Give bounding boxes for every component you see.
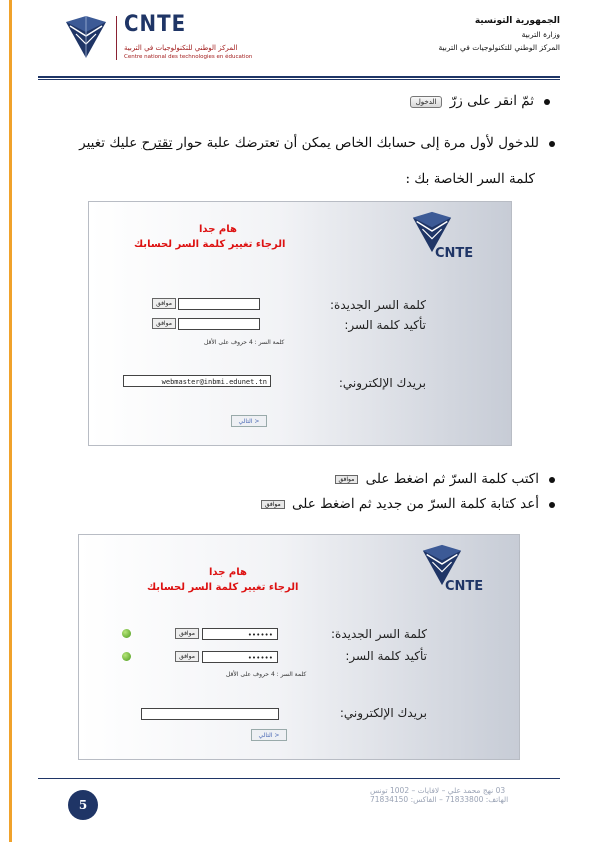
- new-password-ok-button[interactable]: موافق: [152, 298, 176, 309]
- bullet-icon: [549, 477, 555, 483]
- header-rule: [38, 76, 560, 78]
- step-2-text-b: عليك تغيير: [79, 135, 142, 151]
- confirm-password-input[interactable]: ••••••: [202, 651, 278, 663]
- step-1: [407, 93, 550, 109]
- step-2: [79, 135, 555, 151]
- logo-subtitle-fr: Centre national des technologies en éducation: [124, 54, 253, 60]
- confirm-password-input[interactable]: [178, 318, 260, 330]
- bullet-icon: [549, 502, 555, 508]
- bullet-icon: [544, 99, 550, 105]
- confirm-password-ok-button[interactable]: موافق: [175, 651, 199, 662]
- new-password-label: كلمة السر الجديدة:: [329, 298, 426, 312]
- valid-check-icon: [122, 629, 131, 638]
- dialog-brand-text: CNTE: [435, 246, 474, 261]
- email-input[interactable]: webmaster@inbmi.edunet.tn: [123, 375, 271, 387]
- dialog-brand: [409, 210, 474, 261]
- dialog-title-2: الرجاء تغيير كلمة السر لحسابك: [134, 239, 286, 250]
- cnte-diamond-icon: [62, 14, 110, 60]
- institution-line-3: المركز الوطني للتكنولوجيات في التربية: [438, 43, 560, 52]
- next-button[interactable]: التالي >: [231, 415, 267, 427]
- dialog-title-1: هام جدا: [199, 224, 237, 235]
- logo-divider: [116, 16, 117, 60]
- page-number: 5: [68, 790, 98, 820]
- step-1-text: ثمّ انقر على زرّ: [449, 93, 534, 109]
- dialog-brand-text: CNTE: [445, 579, 484, 594]
- password-hint: كلمة السر : 4 حروف على الأقل: [226, 671, 307, 678]
- password-hint: كلمة السر : 4 حروف على الأقل: [204, 339, 285, 346]
- header-rule-thin: [38, 79, 560, 80]
- valid-check-icon: [122, 652, 131, 661]
- step-3-text: اكتب كلمة السرّ ثم اضغط على: [365, 471, 539, 487]
- new-password-label: كلمة السر الجديدة:: [330, 627, 427, 641]
- new-password-input[interactable]: [178, 298, 260, 310]
- dialog-brand: [419, 543, 484, 594]
- new-password-ok-button[interactable]: موافق: [175, 628, 199, 639]
- bullet-icon: [549, 141, 555, 147]
- footer-rule: [38, 778, 560, 779]
- login-button-inline: الدخول: [410, 96, 443, 108]
- password-dialog-2: [78, 534, 520, 760]
- confirm-password-label: تأكيد كلمة السر:: [345, 649, 427, 663]
- step-2-line-2: كلمة السر الخاصة بك :: [405, 171, 535, 187]
- next-button[interactable]: التالي >: [251, 729, 287, 741]
- ok-button-inline: موافق: [261, 500, 285, 509]
- dialog-title-1: هام جدا: [209, 567, 247, 578]
- logo-subtitle-ar: المركز الوطني للتكنولوجيات في التربية: [124, 44, 238, 52]
- new-password-input[interactable]: ••••••: [202, 628, 278, 640]
- dialog-title-2: الرجاء تغيير كلمة السر لحسابك: [147, 582, 299, 593]
- step-3: [332, 471, 555, 487]
- confirm-password-label: تأكيد كلمة السر:: [344, 318, 426, 332]
- address-line-1: 03 نهج محمد علي – لافايات – 1002 تونس: [370, 786, 506, 795]
- email-label: بريدك الإلكتروني:: [339, 706, 427, 720]
- email-label: بريدك الإلكتروني:: [338, 376, 426, 390]
- step-4: [258, 496, 555, 512]
- logo-acronym: CNTE: [124, 12, 187, 37]
- address-line-2: الهاتف: 71833800 – الفاكس: 71834150: [370, 795, 509, 804]
- footer-address: [370, 786, 560, 804]
- ok-button-inline: موافق: [335, 475, 359, 484]
- left-accent-bar: [9, 0, 12, 842]
- confirm-password-ok-button[interactable]: موافق: [152, 318, 176, 329]
- page-header: [38, 10, 560, 74]
- institution-block: [438, 16, 560, 52]
- step-4-text: أعد كتابة كلمة السرّ من جديد ثم اضغط على: [292, 496, 539, 512]
- institution-line-2: وزارة التربية: [521, 30, 560, 39]
- cnte-logo: [62, 12, 272, 68]
- institution-line-1: الجمهورية التونسية: [474, 16, 560, 26]
- email-input[interactable]: [141, 708, 279, 720]
- step-2-text-a: للدخول لأول مرة إلى حسابك الخاص يمكن أن تعترضك علبة حوار: [172, 135, 539, 151]
- step-2-underlined: تقترح: [141, 135, 173, 151]
- password-dialog-1: [88, 201, 512, 446]
